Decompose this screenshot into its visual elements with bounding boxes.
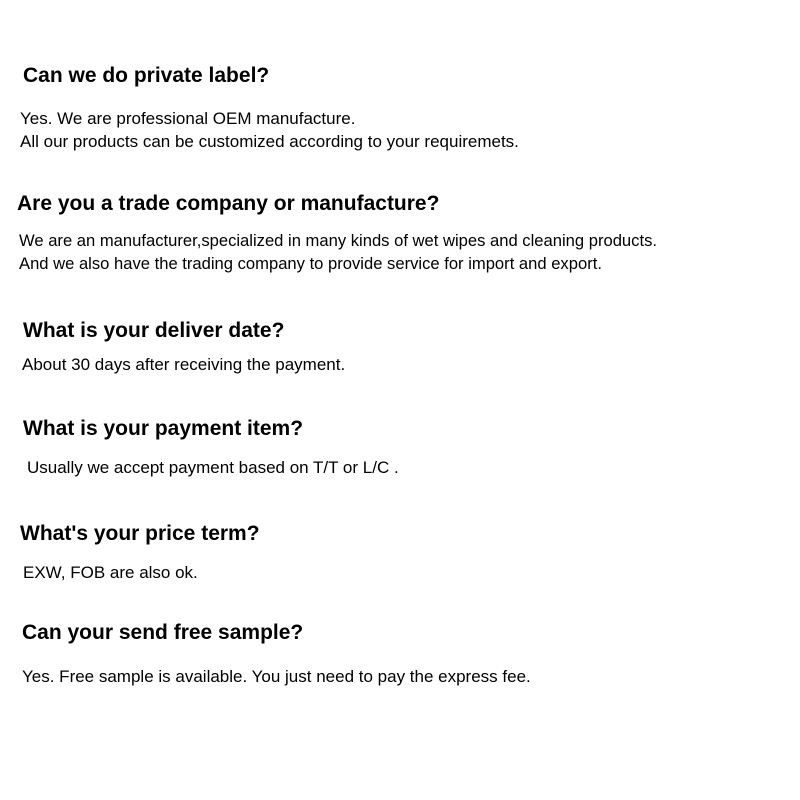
faq-answer-payment-item — [27, 456, 399, 479]
answer-line: Yes. We are professional OEM manufacture. — [20, 109, 356, 128]
answer-line: We are an manufacturer,specialized in many kinds of wet wipes and cleaning products. — [19, 231, 657, 250]
faq-question-private-label: Can we do private label? — [23, 64, 270, 87]
answer-line: All our products can be customized according to your requiremets. — [20, 132, 519, 151]
answer-line: EXW, FOB are also ok. — [23, 563, 198, 582]
faq-answer-trade-company — [19, 229, 657, 275]
faq-answer-price-term — [23, 561, 198, 584]
answer-line: Usually we accept payment based on T/T or L/C . — [27, 458, 399, 477]
faq-question-free-sample: Can your send free sample? — [22, 621, 304, 644]
answer-line: About 30 days after receiving the payment. — [22, 355, 346, 374]
faq-answer-free-sample — [22, 665, 531, 688]
faq-answer-private-label — [20, 107, 519, 153]
faq-question-price-term: What's your price term? — [20, 522, 260, 545]
faq-question-deliver-date: What is your deliver date? — [23, 319, 285, 342]
answer-line: And we also have the trading company to provide service for import and export. — [19, 254, 602, 273]
faq-answer-deliver-date — [22, 353, 345, 376]
faq-question-payment-item: What is your payment item? — [23, 417, 304, 440]
answer-line: Yes. Free sample is available. You just need to pay the express fee. — [22, 667, 531, 686]
faq-question-trade-company: Are you a trade company or manufacture? — [17, 192, 440, 215]
